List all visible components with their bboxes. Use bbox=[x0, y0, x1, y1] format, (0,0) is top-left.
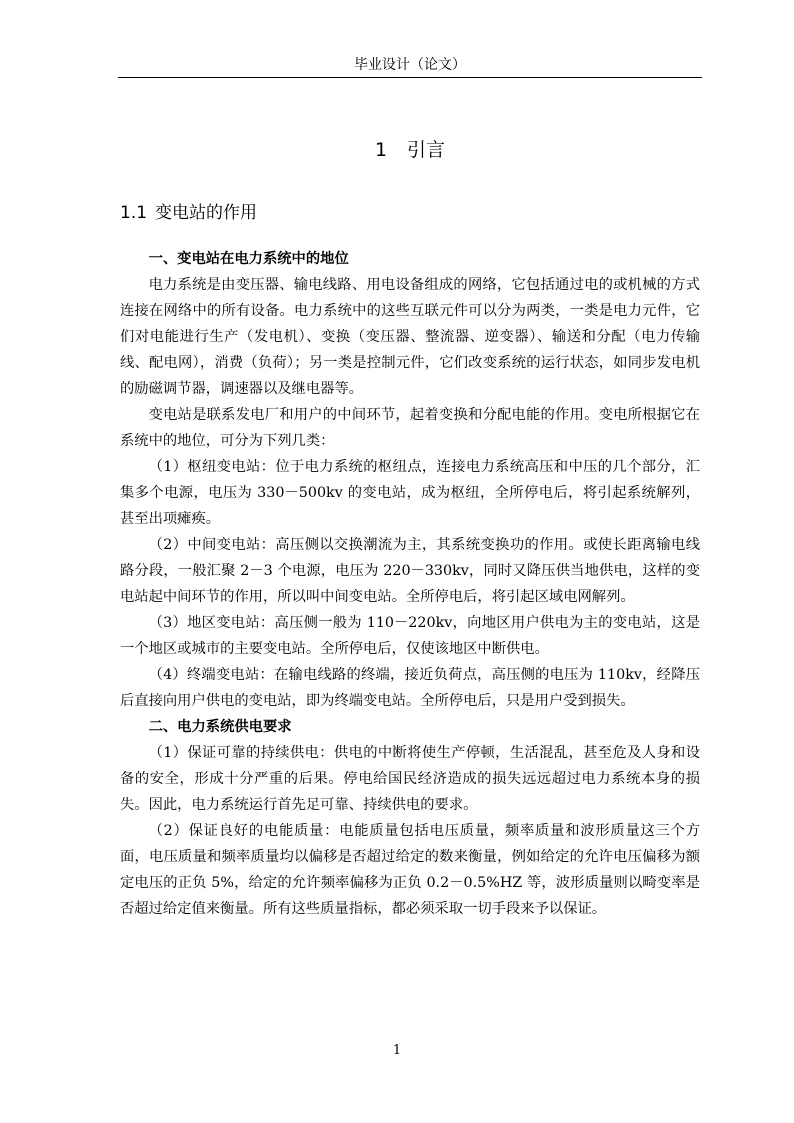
list-item-paragraph: （1）保证可靠的持续供电：供电的中断将使生产停顿，生活混乱，甚至危及人身和设备的安全，形成十分严重的后果。停电给国民经济造成的损失远远超过电力系统本身的损失。因此，电力系统运行首先足可靠、持续供电的要求。 bbox=[120, 745, 700, 813]
subheading-status: 一、变电站在电力系统中的地位 bbox=[148, 251, 349, 267]
page-number bbox=[0, 1042, 794, 1060]
chapter-title: 引言 bbox=[407, 139, 446, 161]
paragraph: 变电站是联系发电厂和用户的中间环节，起着变换和分配电能的作用。变电所根据它在系统中的地位，可分为下列几类： bbox=[120, 407, 700, 449]
chapter-number: 1 bbox=[374, 139, 388, 161]
list-item-paragraph: （2）中间变电站：高压侧以交换潮流为主，其系统变换功的作用。或使长距离输电线路分段，一般汇聚 2－3 个电源，电压为 220－330kv，同时又降压供当地供电，这样的变电站起中间环节的作用，所以叫中间变电站。全所停电后，将引起区域电网解列。 bbox=[120, 537, 700, 605]
list-item-paragraph: （1）枢纽变电站：位于电力系统的枢纽点，连接电力系统高压和中压的几个部分，汇集多个电源，电压为 330－500kv 的变电站，成为枢纽，全所停电后，将引起系统解列，甚至出项瘫痪。 bbox=[120, 459, 700, 527]
header-title: 毕业设计（论文） bbox=[354, 57, 466, 73]
page-header bbox=[118, 55, 702, 75]
chapter-heading bbox=[118, 136, 702, 164]
list-item-paragraph: （4）终端变电站：在输电线路的终端，接近负荷点，高压侧的电压为 110kv，经降压后直接向用户供电的变电站，即为终端变电站。全所停电后，只是用户受到损失。 bbox=[120, 667, 700, 709]
list-item-paragraph: （2）保证良好的电能质量：电能质量包括电压质量，频率质量和波形质量这三个方面，电压质量和频率质量均以偏移是否超过给定的数来衡量，例如给定的允许电压偏移为额定电压的正负 5%，给定的允许频率偏移为正负 0.2－0.5%HZ 等，波形质量则以畸变率是否超过给定值来衡量。所有这些质量指标，都必须采取一切手段来予以保证。 bbox=[120, 823, 700, 917]
paragraph: 电力系统是由变压器、输电线路、用电设备组成的网络，它包括通过电的或机械的方式连接在网络中的所有设备。电力系统中的这些互联元件可以分为两类，一类是电力元件，它们对电能进行生产（发电机）、变换（变压器、整流器、逆变器）、输送和分配（电力传输线、配电网），消费（负荷）；另一类是控制元件，它们改变系统的运行状态，如同步发电机的励磁调节器，调速器以及继电器等。 bbox=[120, 277, 700, 397]
subheading-requirements: 二、电力系统供电要求 bbox=[148, 719, 292, 735]
section-number: 1.1 bbox=[120, 203, 148, 223]
section-heading bbox=[120, 200, 257, 226]
header-rule bbox=[118, 77, 702, 78]
page-number-text: 1 bbox=[392, 1043, 402, 1058]
list-item-paragraph: （3）地区变电站：高压侧一般为 110－220kv，向地区用户供电为主的变电站，这是一个地区或城市的主要变电站。全所停电后，仅使该地区中断供电。 bbox=[120, 615, 700, 657]
section-title: 变电站的作用 bbox=[155, 203, 258, 223]
body-text bbox=[120, 246, 700, 922]
